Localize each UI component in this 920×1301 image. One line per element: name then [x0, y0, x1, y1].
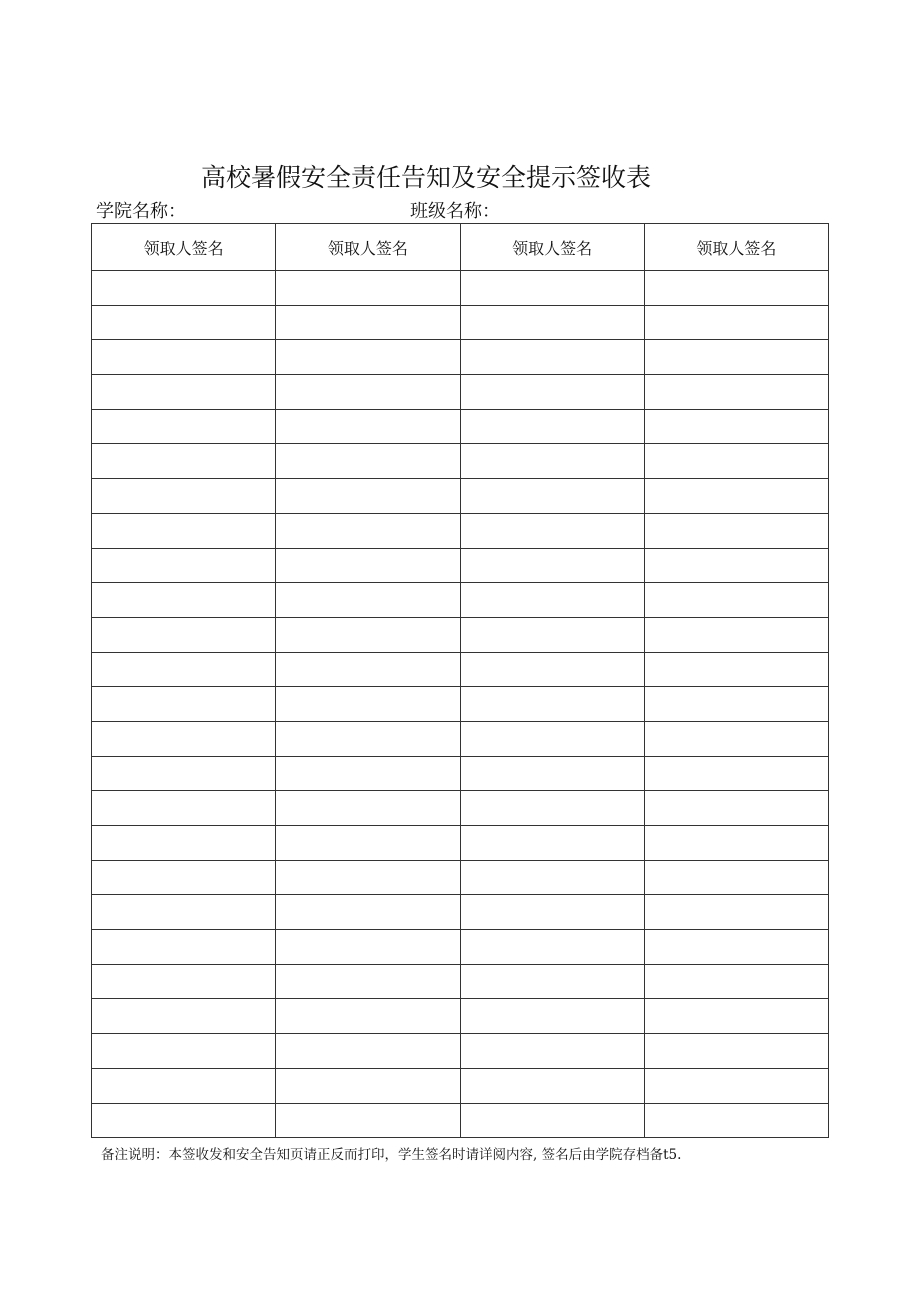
- signature-cell[interactable]: [460, 895, 644, 930]
- signature-cell[interactable]: [276, 513, 460, 548]
- signature-cell[interactable]: [92, 1103, 276, 1138]
- table-row: [92, 860, 829, 895]
- signature-cell[interactable]: [460, 756, 644, 791]
- signature-cell[interactable]: [644, 583, 828, 618]
- signature-cell[interactable]: [460, 930, 644, 965]
- signature-cell[interactable]: [644, 895, 828, 930]
- college-name-label: 学院名称：: [96, 201, 186, 222]
- signature-cell[interactable]: [644, 930, 828, 965]
- signature-cell[interactable]: [644, 964, 828, 999]
- signature-cell[interactable]: [644, 513, 828, 548]
- table-row: [92, 548, 829, 583]
- signature-cell[interactable]: [92, 756, 276, 791]
- signature-cell[interactable]: [644, 756, 828, 791]
- signature-cell[interactable]: [276, 895, 460, 930]
- signature-cell[interactable]: [92, 305, 276, 340]
- table-row: [92, 340, 829, 375]
- signature-cell[interactable]: [92, 791, 276, 826]
- signature-cell[interactable]: [644, 305, 828, 340]
- signature-rows: [92, 271, 829, 1138]
- signature-cell[interactable]: [460, 513, 644, 548]
- signature-cell[interactable]: [644, 860, 828, 895]
- signature-cell[interactable]: [644, 687, 828, 722]
- table-row: [92, 1034, 829, 1069]
- signature-cell[interactable]: [460, 1034, 644, 1069]
- table-row: [92, 1103, 829, 1138]
- signature-cell[interactable]: [92, 444, 276, 479]
- column-header-2: 领取人签名: [276, 224, 460, 271]
- signature-cell[interactable]: [460, 479, 644, 514]
- signature-cell[interactable]: [460, 305, 644, 340]
- table-row: [92, 652, 829, 687]
- signature-cell[interactable]: [92, 1068, 276, 1103]
- table-row: [92, 826, 829, 861]
- signature-cell[interactable]: [460, 1068, 644, 1103]
- signature-cell[interactable]: [276, 409, 460, 444]
- signature-cell[interactable]: [92, 617, 276, 652]
- column-header-4: 领取人签名: [644, 224, 828, 271]
- signature-cell[interactable]: [276, 1068, 460, 1103]
- table-row: [92, 444, 829, 479]
- signature-cell[interactable]: [644, 375, 828, 410]
- signature-cell[interactable]: [644, 479, 828, 514]
- table-row: [92, 271, 829, 306]
- signature-cell[interactable]: [460, 409, 644, 444]
- signature-cell[interactable]: [460, 583, 644, 618]
- table-row: [92, 687, 829, 722]
- table-row: [92, 756, 829, 791]
- signature-cell[interactable]: [92, 687, 276, 722]
- signature-cell[interactable]: [276, 721, 460, 756]
- signature-cell[interactable]: [276, 583, 460, 618]
- signature-cell[interactable]: [460, 375, 644, 410]
- table-row: [92, 479, 829, 514]
- signature-cell[interactable]: [460, 617, 644, 652]
- column-header-3: 领取人签名: [460, 224, 644, 271]
- signature-cell[interactable]: [92, 271, 276, 306]
- signature-cell[interactable]: [460, 1103, 644, 1138]
- signature-cell[interactable]: [644, 791, 828, 826]
- signature-cell[interactable]: [644, 340, 828, 375]
- signature-cell[interactable]: [92, 375, 276, 410]
- table-row: [92, 930, 829, 965]
- signature-cell[interactable]: [460, 860, 644, 895]
- signature-cell[interactable]: [276, 479, 460, 514]
- signature-cell[interactable]: [92, 721, 276, 756]
- signature-cell[interactable]: [460, 791, 644, 826]
- signature-cell[interactable]: [644, 826, 828, 861]
- signature-cell[interactable]: [276, 1103, 460, 1138]
- table-row: [92, 375, 829, 410]
- table-row: [92, 305, 829, 340]
- signature-cell[interactable]: [276, 964, 460, 999]
- table-row: [92, 964, 829, 999]
- signature-cell[interactable]: [92, 826, 276, 861]
- signature-cell[interactable]: [460, 548, 644, 583]
- header-row: [92, 224, 829, 271]
- signature-cell[interactable]: [276, 271, 460, 306]
- signature-cell[interactable]: [92, 999, 276, 1034]
- signature-cell[interactable]: [460, 826, 644, 861]
- signature-cell[interactable]: [92, 895, 276, 930]
- signature-cell[interactable]: [460, 340, 644, 375]
- signature-cell[interactable]: [644, 1103, 828, 1138]
- signature-cell[interactable]: [460, 964, 644, 999]
- signature-cell[interactable]: [92, 548, 276, 583]
- signature-cell[interactable]: [276, 999, 460, 1034]
- signature-cell[interactable]: [276, 340, 460, 375]
- signature-cell[interactable]: [276, 756, 460, 791]
- signature-cell[interactable]: [276, 617, 460, 652]
- signature-cell[interactable]: [460, 721, 644, 756]
- signature-cell[interactable]: [92, 930, 276, 965]
- signature-cell[interactable]: [644, 721, 828, 756]
- class-name-label: 班级名称：: [410, 201, 500, 222]
- signature-cell[interactable]: [92, 1034, 276, 1069]
- table-row: [92, 791, 829, 826]
- table-row: [92, 617, 829, 652]
- table-row: [92, 1068, 829, 1103]
- table-row: [92, 721, 829, 756]
- signature-cell[interactable]: [644, 409, 828, 444]
- signature-cell[interactable]: [644, 548, 828, 583]
- signature-cell[interactable]: [460, 444, 644, 479]
- signature-cell[interactable]: [276, 826, 460, 861]
- table-row: [92, 513, 829, 548]
- signature-cell[interactable]: [460, 687, 644, 722]
- signature-table: [91, 223, 829, 1138]
- signature-cell[interactable]: [460, 999, 644, 1034]
- table-row: [92, 409, 829, 444]
- signature-cell[interactable]: [92, 860, 276, 895]
- signature-cell[interactable]: [92, 409, 276, 444]
- signature-cell[interactable]: [276, 930, 460, 965]
- signature-cell[interactable]: [460, 652, 644, 687]
- signature-cell[interactable]: [92, 652, 276, 687]
- signature-cell[interactable]: [276, 687, 460, 722]
- signature-cell[interactable]: [644, 444, 828, 479]
- signature-cell[interactable]: [276, 444, 460, 479]
- signature-cell[interactable]: [276, 791, 460, 826]
- signature-cell[interactable]: [276, 305, 460, 340]
- signature-cell[interactable]: [276, 1034, 460, 1069]
- signature-cell[interactable]: [644, 1068, 828, 1103]
- signature-cell[interactable]: [644, 652, 828, 687]
- signature-cell[interactable]: [644, 1034, 828, 1069]
- signature-cell[interactable]: [92, 479, 276, 514]
- table-row: [92, 583, 829, 618]
- signature-cell[interactable]: [92, 513, 276, 548]
- signature-cell[interactable]: [276, 652, 460, 687]
- signature-cell[interactable]: [460, 271, 644, 306]
- signature-cell[interactable]: [92, 964, 276, 999]
- column-header-1: 领取人签名: [92, 224, 276, 271]
- document-title: 高校暑假安全责任告知及安全提示签收表: [200, 163, 651, 192]
- signature-cell[interactable]: [276, 860, 460, 895]
- signature-cell[interactable]: [644, 271, 828, 306]
- signature-cell[interactable]: [644, 617, 828, 652]
- signature-cell[interactable]: [276, 375, 460, 410]
- table-row: [92, 999, 829, 1034]
- remark-note: 备注说明：本签收发和安全告知页请正反而打印，学生签名时请详阅内容, 签名后由学院存档备t5.: [101, 1147, 682, 1163]
- signature-cell[interactable]: [92, 340, 276, 375]
- signature-cell[interactable]: [92, 583, 276, 618]
- table-row: [92, 895, 829, 930]
- signature-cell[interactable]: [276, 548, 460, 583]
- signature-cell[interactable]: [644, 999, 828, 1034]
